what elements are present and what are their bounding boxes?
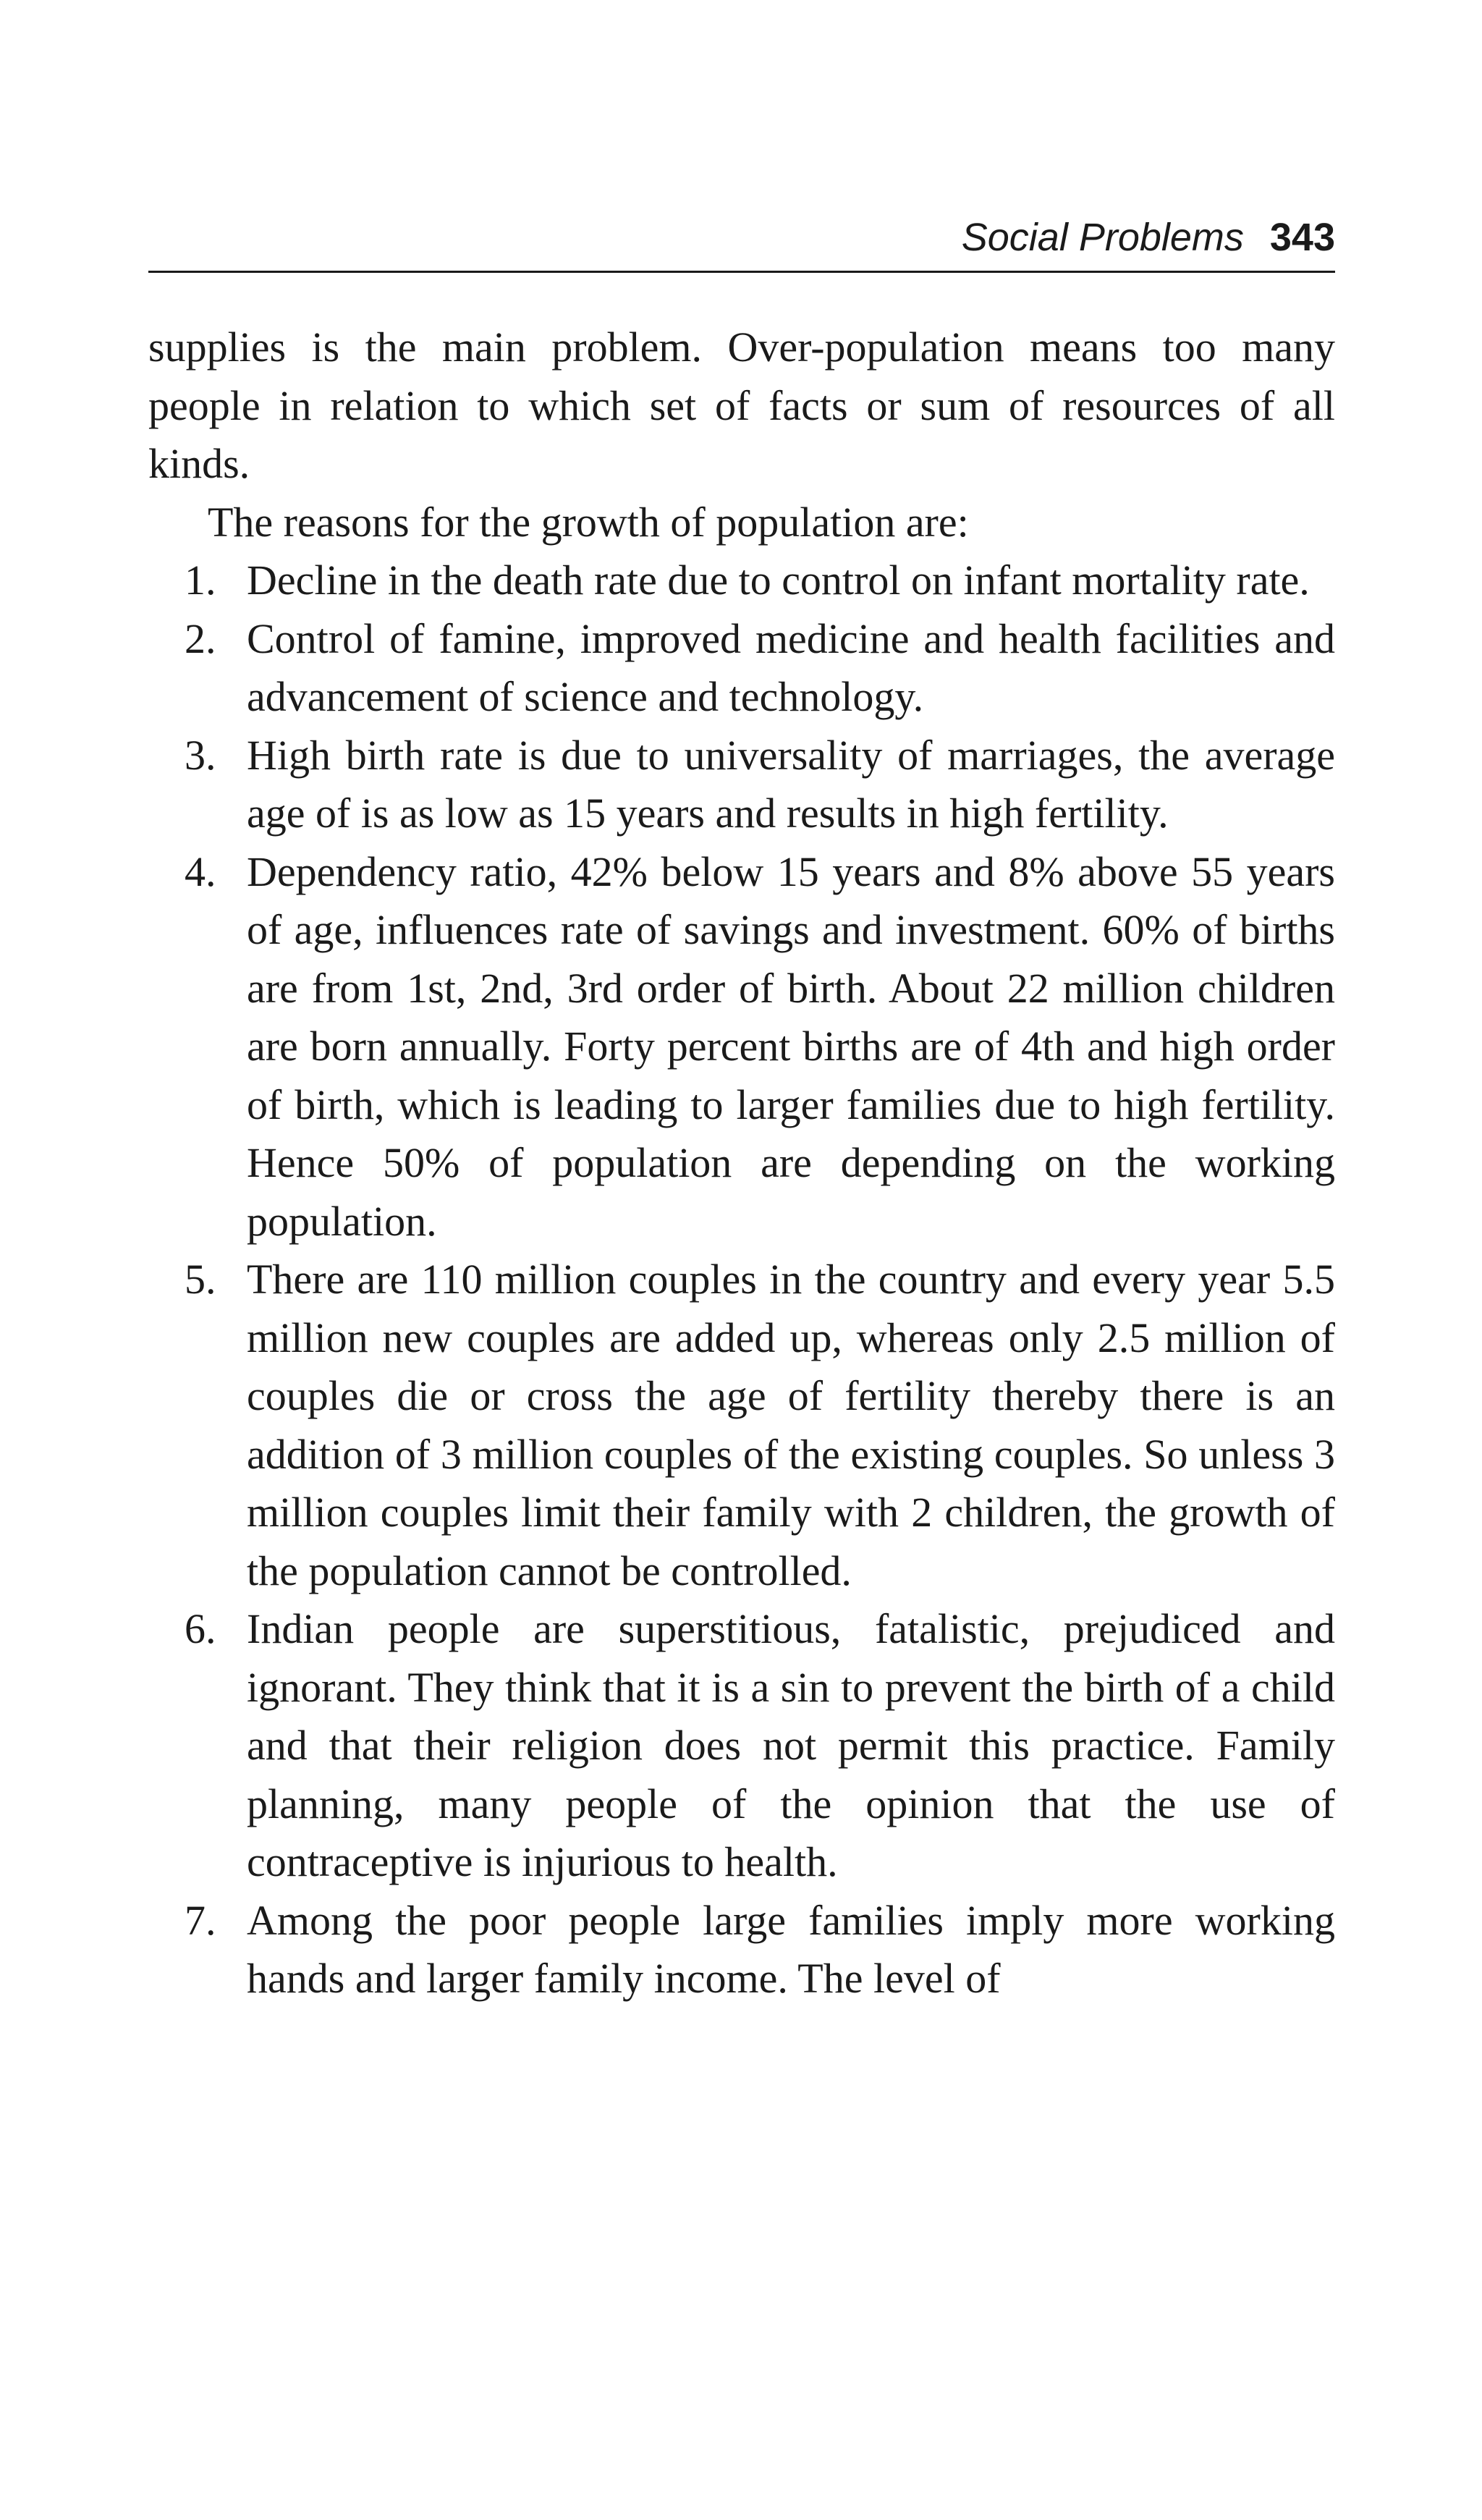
list-item-text: Indian people are superstitious, fatalistic, prejudiced and ignorant. They think that it is a sin to prevent the birth of a child and that their religion does not permit this practice. Family planning, many people of the opinion that the use of contraceptive is injurious to health. (247, 1605, 1335, 1885)
running-header (148, 214, 1335, 261)
list-item-text: There are 110 million couples in the country and every year 5.5 million new couples are added up, whereas only 2.5 million of couples die or cross the age of fertility thereby there is an addition of 3 million couples of the existing couples. So unless 3 million couples limit their family with 2 children, the growth of the population cannot be controlled. (247, 1256, 1335, 1594)
list-item-text: Control of famine, improved medicine and health facilities and advancement of science and technology. (247, 614, 1335, 720)
continuation-paragraph: supplies is the main problem. Over-population means too many people in relation to which set of facts or sum of resources of all kinds. (148, 324, 1335, 487)
list-item-text: Dependency ratio, 42% below 15 years and 8% above 55 years of age, influences rate of savings and investment. 60% of births are from 1st, 2nd, 3rd order of birth. About 22 million children are born annually. Forty percent births are of 4th and high order of birth, which is leading to larger families due to high fertility. Hence 50% of population are depending on the working population. (247, 847, 1335, 1245)
list-item-text: High birth rate is due to universality of marriages, the average age of is as low as 15 years and results in high fertility. (247, 731, 1335, 837)
list-item (148, 1892, 1335, 2008)
list-item-number: 6. (185, 1605, 216, 1652)
section-title: Social Problems (961, 216, 1244, 259)
list-item (148, 727, 1335, 843)
list-item-number: 7. (185, 1896, 216, 1944)
list-item-number: 1. (185, 557, 216, 604)
list-item-text: Decline in the death rate due to control on infant mortality rate. (247, 557, 1310, 604)
list-item-text: Among the poor people large families imply more working hands and larger family income. The level of (247, 1896, 1335, 2002)
list-item-number: 3. (185, 731, 216, 779)
list-item-number: 5. (185, 1256, 216, 1303)
list-item (148, 843, 1335, 1251)
list-item-number: 4. (185, 847, 216, 895)
header-divider (148, 271, 1335, 273)
list-item-number: 2. (185, 614, 216, 662)
list-item (148, 551, 1335, 610)
list-item (148, 1600, 1335, 1892)
reasons-list (148, 551, 1335, 2008)
reasons-intro: The reasons for the growth of population are: (208, 498, 969, 546)
list-item (148, 1251, 1335, 1600)
list-item (148, 610, 1335, 727)
page-body (148, 318, 1335, 2008)
page-number: 343 (1269, 216, 1335, 259)
